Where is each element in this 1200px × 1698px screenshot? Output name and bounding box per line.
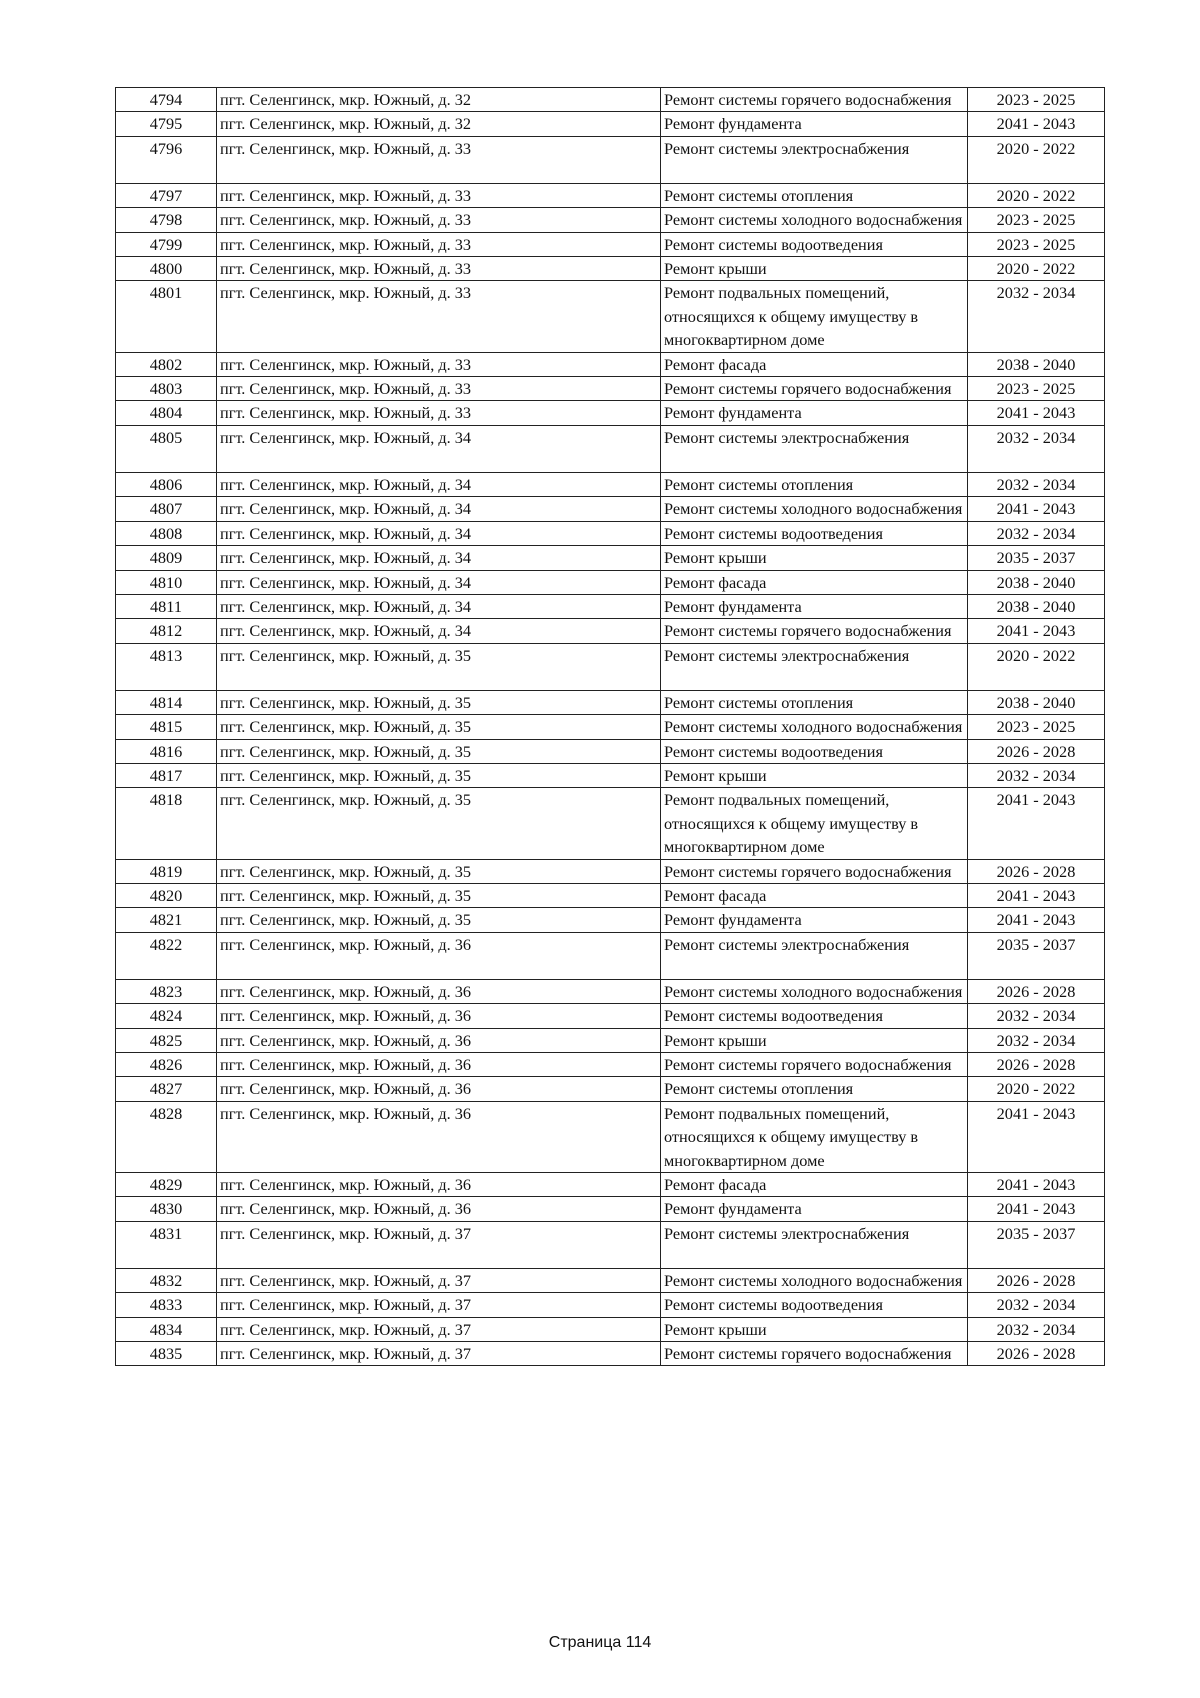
row-number: 4825 <box>116 1028 217 1052</box>
row-number: 4800 <box>116 257 217 281</box>
table-row <box>116 1293 1105 1317</box>
period-cell: 2032 - 2034 <box>968 1004 1105 1028</box>
address-cell: пгт. Селенгинск, мкр. Южный, д. 35 <box>217 859 661 883</box>
period-cell: 2023 - 2025 <box>968 232 1105 256</box>
address-cell: пгт. Селенгинск, мкр. Южный, д. 35 <box>217 788 661 859</box>
row-number: 4796 <box>116 136 217 183</box>
repair-schedule-table <box>115 87 1105 1366</box>
work-type-cell: Ремонт системы отопления <box>661 1077 968 1101</box>
address-cell: пгт. Селенгинск, мкр. Южный, д. 33 <box>217 208 661 232</box>
period-cell: 2023 - 2025 <box>968 88 1105 112</box>
table-row <box>116 908 1105 932</box>
row-number: 4832 <box>116 1268 217 1292</box>
address-cell: пгт. Селенгинск, мкр. Южный, д. 36 <box>217 1028 661 1052</box>
table-row <box>116 715 1105 739</box>
address-cell: пгт. Селенгинск, мкр. Южный, д. 35 <box>217 690 661 714</box>
work-type-cell: Ремонт подвальных помещений, относящихся к общему имуществу в многоквартирном доме <box>661 281 968 352</box>
table-row <box>116 232 1105 256</box>
table-row <box>116 377 1105 401</box>
period-cell: 2041 - 2043 <box>968 788 1105 859</box>
table-row <box>116 208 1105 232</box>
row-number: 4808 <box>116 521 217 545</box>
work-type-cell: Ремонт системы отопления <box>661 183 968 207</box>
table-row <box>116 1342 1105 1366</box>
address-cell: пгт. Селенгинск, мкр. Южный, д. 34 <box>217 546 661 570</box>
work-type-cell: Ремонт системы горячего водоснабжения <box>661 377 968 401</box>
address-cell: пгт. Селенгинск, мкр. Южный, д. 37 <box>217 1293 661 1317</box>
period-cell: 2035 - 2037 <box>968 546 1105 570</box>
table-row <box>116 352 1105 376</box>
row-number: 4811 <box>116 594 217 618</box>
address-cell: пгт. Селенгинск, мкр. Южный, д. 33 <box>217 183 661 207</box>
row-number: 4823 <box>116 979 217 1003</box>
address-cell: пгт. Селенгинск, мкр. Южный, д. 34 <box>217 472 661 496</box>
table-row <box>116 183 1105 207</box>
row-number: 4810 <box>116 570 217 594</box>
period-cell: 2041 - 2043 <box>968 1173 1105 1197</box>
address-cell: пгт. Селенгинск, мкр. Южный, д. 36 <box>217 1173 661 1197</box>
period-cell: 2041 - 2043 <box>968 908 1105 932</box>
address-cell: пгт. Селенгинск, мкр. Южный, д. 37 <box>217 1221 661 1268</box>
table-row <box>116 570 1105 594</box>
table-row <box>116 643 1105 690</box>
work-type-cell: Ремонт крыши <box>661 546 968 570</box>
table-row <box>116 690 1105 714</box>
table-row <box>116 136 1105 183</box>
table-row <box>116 88 1105 112</box>
work-type-cell: Ремонт фундамента <box>661 1197 968 1221</box>
row-number: 4804 <box>116 401 217 425</box>
address-cell: пгт. Селенгинск, мкр. Южный, д. 34 <box>217 521 661 545</box>
period-cell: 2020 - 2022 <box>968 136 1105 183</box>
address-cell: пгт. Селенгинск, мкр. Южный, д. 34 <box>217 594 661 618</box>
work-type-cell: Ремонт системы водоотведения <box>661 1293 968 1317</box>
period-cell: 2023 - 2025 <box>968 715 1105 739</box>
work-type-cell: Ремонт системы горячего водоснабжения <box>661 88 968 112</box>
period-cell: 2032 - 2034 <box>968 1293 1105 1317</box>
row-number: 4829 <box>116 1173 217 1197</box>
work-type-cell: Ремонт системы отопления <box>661 472 968 496</box>
address-cell: пгт. Селенгинск, мкр. Южный, д. 35 <box>217 883 661 907</box>
row-number: 4806 <box>116 472 217 496</box>
address-cell: пгт. Селенгинск, мкр. Южный, д. 35 <box>217 739 661 763</box>
address-cell: пгт. Селенгинск, мкр. Южный, д. 36 <box>217 1077 661 1101</box>
work-type-cell: Ремонт системы холодного водоснабжения <box>661 208 968 232</box>
row-number: 4795 <box>116 112 217 136</box>
table-row <box>116 1197 1105 1221</box>
address-cell: пгт. Селенгинск, мкр. Южный, д. 36 <box>217 932 661 979</box>
row-number: 4815 <box>116 715 217 739</box>
address-cell: пгт. Селенгинск, мкр. Южный, д. 34 <box>217 497 661 521</box>
address-cell: пгт. Селенгинск, мкр. Южный, д. 33 <box>217 257 661 281</box>
address-cell: пгт. Селенгинск, мкр. Южный, д. 37 <box>217 1317 661 1341</box>
period-cell: 2041 - 2043 <box>968 497 1105 521</box>
period-cell: 2020 - 2022 <box>968 643 1105 690</box>
table-row <box>116 1077 1105 1101</box>
work-type-cell: Ремонт системы водоотведения <box>661 739 968 763</box>
period-cell: 2023 - 2025 <box>968 377 1105 401</box>
row-number: 4822 <box>116 932 217 979</box>
table-row <box>116 619 1105 643</box>
period-cell: 2032 - 2034 <box>968 521 1105 545</box>
work-type-cell: Ремонт системы водоотведения <box>661 1004 968 1028</box>
table-row <box>116 281 1105 352</box>
work-type-cell: Ремонт системы электроснабжения <box>661 1221 968 1268</box>
page-number: Страница 114 <box>548 1634 652 1651</box>
table-row <box>116 1101 1105 1172</box>
work-type-cell: Ремонт системы холодного водоснабжения <box>661 1268 968 1292</box>
address-cell: пгт. Селенгинск, мкр. Южный, д. 35 <box>217 763 661 787</box>
row-number: 4833 <box>116 1293 217 1317</box>
period-cell: 2038 - 2040 <box>968 690 1105 714</box>
table-row <box>116 1004 1105 1028</box>
table-row <box>116 112 1105 136</box>
row-number: 4802 <box>116 352 217 376</box>
address-cell: пгт. Селенгинск, мкр. Южный, д. 36 <box>217 1053 661 1077</box>
row-number: 4827 <box>116 1077 217 1101</box>
work-type-cell: Ремонт крыши <box>661 763 968 787</box>
table-row <box>116 932 1105 979</box>
table-row <box>116 1173 1105 1197</box>
address-cell: пгт. Селенгинск, мкр. Южный, д. 36 <box>217 1101 661 1172</box>
row-number: 4807 <box>116 497 217 521</box>
row-number: 4819 <box>116 859 217 883</box>
address-cell: пгт. Селенгинск, мкр. Южный, д. 32 <box>217 88 661 112</box>
period-cell: 2041 - 2043 <box>968 112 1105 136</box>
period-cell: 2035 - 2037 <box>968 1221 1105 1268</box>
address-cell: пгт. Селенгинск, мкр. Южный, д. 33 <box>217 377 661 401</box>
row-number: 4820 <box>116 883 217 907</box>
period-cell: 2032 - 2034 <box>968 1028 1105 1052</box>
table-row <box>116 257 1105 281</box>
work-type-cell: Ремонт фасада <box>661 1173 968 1197</box>
address-cell: пгт. Селенгинск, мкр. Южный, д. 36 <box>217 1004 661 1028</box>
row-number: 4831 <box>116 1221 217 1268</box>
period-cell: 2026 - 2028 <box>968 859 1105 883</box>
address-cell: пгт. Селенгинск, мкр. Южный, д. 37 <box>217 1342 661 1366</box>
work-type-cell: Ремонт фундамента <box>661 908 968 932</box>
work-type-cell: Ремонт подвальных помещений, относящихся к общему имуществу в многоквартирном доме <box>661 788 968 859</box>
period-cell: 2032 - 2034 <box>968 281 1105 352</box>
period-cell: 2041 - 2043 <box>968 1197 1105 1221</box>
work-type-cell: Ремонт системы электроснабжения <box>661 932 968 979</box>
row-number: 4813 <box>116 643 217 690</box>
period-cell: 2032 - 2034 <box>968 1317 1105 1341</box>
period-cell: 2035 - 2037 <box>968 932 1105 979</box>
address-cell: пгт. Селенгинск, мкр. Южный, д. 33 <box>217 232 661 256</box>
period-cell: 2041 - 2043 <box>968 1101 1105 1172</box>
row-number: 4828 <box>116 1101 217 1172</box>
address-cell: пгт. Селенгинск, мкр. Южный, д. 34 <box>217 619 661 643</box>
address-cell: пгт. Селенгинск, мкр. Южный, д. 34 <box>217 425 661 472</box>
period-cell: 2023 - 2025 <box>968 208 1105 232</box>
period-cell: 2038 - 2040 <box>968 352 1105 376</box>
row-number: 4824 <box>116 1004 217 1028</box>
row-number: 4798 <box>116 208 217 232</box>
table-row <box>116 425 1105 472</box>
period-cell: 2032 - 2034 <box>968 472 1105 496</box>
work-type-cell: Ремонт крыши <box>661 1317 968 1341</box>
table-body <box>116 88 1105 1366</box>
work-type-cell: Ремонт системы холодного водоснабжения <box>661 497 968 521</box>
row-number: 4817 <box>116 763 217 787</box>
work-type-cell: Ремонт крыши <box>661 257 968 281</box>
work-type-cell: Ремонт системы водоотведения <box>661 521 968 545</box>
period-cell: 2041 - 2043 <box>968 619 1105 643</box>
row-number: 4814 <box>116 690 217 714</box>
address-cell: пгт. Селенгинск, мкр. Южный, д. 33 <box>217 352 661 376</box>
row-number: 4826 <box>116 1053 217 1077</box>
work-type-cell: Ремонт фасада <box>661 570 968 594</box>
row-number: 4803 <box>116 377 217 401</box>
work-type-cell: Ремонт фундамента <box>661 112 968 136</box>
period-cell: 2026 - 2028 <box>968 979 1105 1003</box>
work-type-cell: Ремонт системы горячего водоснабжения <box>661 1342 968 1366</box>
table-row <box>116 1317 1105 1341</box>
address-cell: пгт. Селенгинск, мкр. Южный, д. 36 <box>217 979 661 1003</box>
work-type-cell: Ремонт крыши <box>661 1028 968 1052</box>
table-row <box>116 1028 1105 1052</box>
work-type-cell: Ремонт подвальных помещений, относящихся к общему имуществу в многоквартирном доме <box>661 1101 968 1172</box>
work-type-cell: Ремонт фундамента <box>661 401 968 425</box>
work-type-cell: Ремонт системы холодного водоснабжения <box>661 979 968 1003</box>
address-cell: пгт. Селенгинск, мкр. Южный, д. 33 <box>217 136 661 183</box>
work-type-cell: Ремонт системы электроснабжения <box>661 136 968 183</box>
work-type-cell: Ремонт системы горячего водоснабжения <box>661 619 968 643</box>
row-number: 4809 <box>116 546 217 570</box>
address-cell: пгт. Селенгинск, мкр. Южный, д. 34 <box>217 570 661 594</box>
address-cell: пгт. Селенгинск, мкр. Южный, д. 33 <box>217 401 661 425</box>
row-number: 4799 <box>116 232 217 256</box>
address-cell: пгт. Селенгинск, мкр. Южный, д. 32 <box>217 112 661 136</box>
period-cell: 2038 - 2040 <box>968 570 1105 594</box>
table-row <box>116 788 1105 859</box>
table-row <box>116 546 1105 570</box>
address-cell: пгт. Селенгинск, мкр. Южный, д. 35 <box>217 643 661 690</box>
period-cell: 2020 - 2022 <box>968 1077 1105 1101</box>
row-number: 4830 <box>116 1197 217 1221</box>
table-row <box>116 883 1105 907</box>
address-cell: пгт. Селенгинск, мкр. Южный, д. 37 <box>217 1268 661 1292</box>
row-number: 4835 <box>116 1342 217 1366</box>
period-cell: 2041 - 2043 <box>968 401 1105 425</box>
work-type-cell: Ремонт системы отопления <box>661 690 968 714</box>
period-cell: 2026 - 2028 <box>968 1342 1105 1366</box>
period-cell: 2038 - 2040 <box>968 594 1105 618</box>
address-cell: пгт. Селенгинск, мкр. Южный, д. 35 <box>217 715 661 739</box>
period-cell: 2026 - 2028 <box>968 1053 1105 1077</box>
table-row <box>116 1268 1105 1292</box>
row-number: 4816 <box>116 739 217 763</box>
address-cell: пгт. Селенгинск, мкр. Южный, д. 33 <box>217 281 661 352</box>
address-cell: пгт. Селенгинск, мкр. Южный, д. 35 <box>217 908 661 932</box>
work-type-cell: Ремонт фасада <box>661 352 968 376</box>
period-cell: 2032 - 2034 <box>968 425 1105 472</box>
period-cell: 2041 - 2043 <box>968 883 1105 907</box>
table-row <box>116 521 1105 545</box>
table-row <box>116 739 1105 763</box>
table-row <box>116 472 1105 496</box>
table-row <box>116 1221 1105 1268</box>
row-number: 4801 <box>116 281 217 352</box>
table-row <box>116 401 1105 425</box>
period-cell: 2026 - 2028 <box>968 1268 1105 1292</box>
row-number: 4834 <box>116 1317 217 1341</box>
work-type-cell: Ремонт системы электроснабжения <box>661 643 968 690</box>
address-cell: пгт. Селенгинск, мкр. Южный, д. 36 <box>217 1197 661 1221</box>
table-row <box>116 594 1105 618</box>
period-cell: 2020 - 2022 <box>968 183 1105 207</box>
work-type-cell: Ремонт системы водоотведения <box>661 232 968 256</box>
row-number: 4812 <box>116 619 217 643</box>
period-cell: 2026 - 2028 <box>968 739 1105 763</box>
work-type-cell: Ремонт системы горячего водоснабжения <box>661 1053 968 1077</box>
work-type-cell: Ремонт системы горячего водоснабжения <box>661 859 968 883</box>
table-row <box>116 1053 1105 1077</box>
table-row <box>116 497 1105 521</box>
table-row <box>116 859 1105 883</box>
work-type-cell: Ремонт фасада <box>661 883 968 907</box>
row-number: 4821 <box>116 908 217 932</box>
row-number: 4818 <box>116 788 217 859</box>
period-cell: 2032 - 2034 <box>968 763 1105 787</box>
table-row <box>116 979 1105 1003</box>
row-number: 4805 <box>116 425 217 472</box>
work-type-cell: Ремонт фундамента <box>661 594 968 618</box>
work-type-cell: Ремонт системы холодного водоснабжения <box>661 715 968 739</box>
table-row <box>116 763 1105 787</box>
work-type-cell: Ремонт системы электроснабжения <box>661 425 968 472</box>
row-number: 4794 <box>116 88 217 112</box>
period-cell: 2020 - 2022 <box>968 257 1105 281</box>
row-number: 4797 <box>116 183 217 207</box>
